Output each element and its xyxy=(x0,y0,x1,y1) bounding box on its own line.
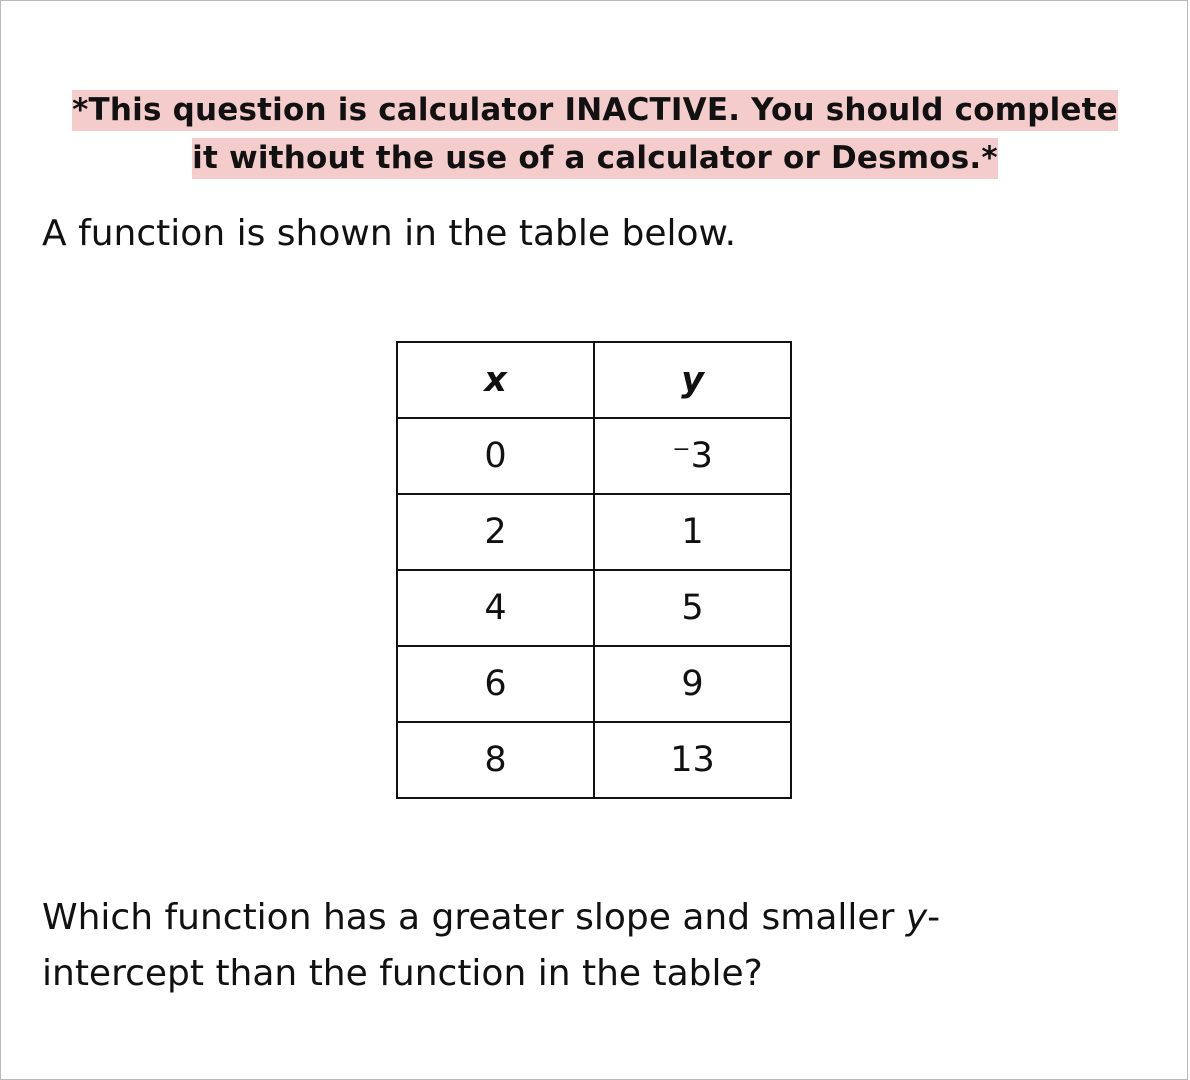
question-text xyxy=(42,890,1042,1002)
table-header-row xyxy=(397,342,791,418)
question-variable: y xyxy=(905,897,928,938)
question-line-2: intercept than the function in the table? xyxy=(42,953,763,994)
cell-y: 5 xyxy=(594,570,791,646)
table-row xyxy=(397,570,791,646)
notice-line-1: *This question is calculator INACTIVE. You should complete xyxy=(72,90,1118,131)
cell-x: 8 xyxy=(397,722,594,798)
calculator-notice xyxy=(20,86,1170,182)
function-table xyxy=(396,341,792,799)
notice-line-2: it without the use of a calculator or Desmos.* xyxy=(192,138,998,179)
header-y: y xyxy=(594,342,791,418)
cell-x: 2 xyxy=(397,494,594,570)
table-row xyxy=(397,722,791,798)
cell-y: 13 xyxy=(594,722,791,798)
table-row xyxy=(397,646,791,722)
cell-x: 0 xyxy=(397,418,594,494)
intro-text: A function is shown in the table below. xyxy=(42,213,737,254)
cell-y: ⁻3 xyxy=(594,418,791,494)
cell-x: 4 xyxy=(397,570,594,646)
header-x: x xyxy=(397,342,594,418)
table-row xyxy=(397,418,791,494)
cell-y: 9 xyxy=(594,646,791,722)
cell-x: 6 xyxy=(397,646,594,722)
question-part-1: Which function has a greater slope and smaller xyxy=(42,897,906,938)
table-row xyxy=(397,494,791,570)
question-part-2: - xyxy=(927,897,941,938)
cell-y: 1 xyxy=(594,494,791,570)
